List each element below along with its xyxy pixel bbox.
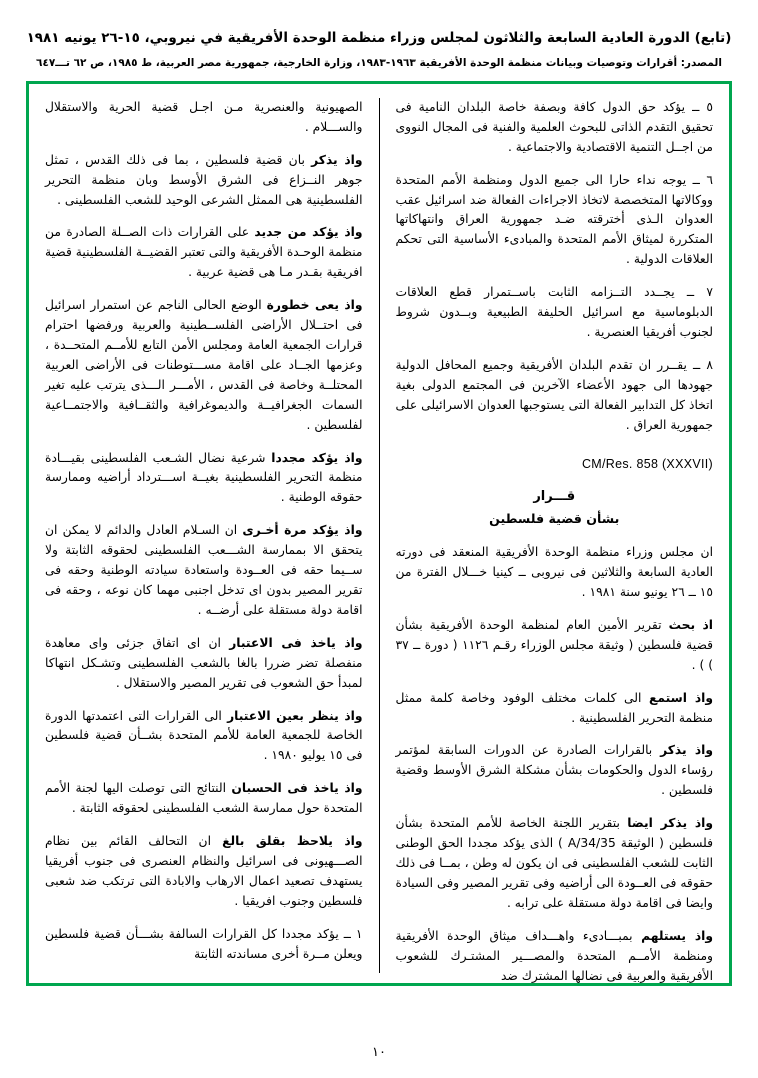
paragraph-lead: واذ يذكر [660, 743, 713, 758]
paragraph [396, 616, 714, 676]
paragraph-lead: واذ يؤكد مرة أخـرى [242, 523, 363, 538]
paragraph [45, 634, 363, 694]
page-number: ١٠ [372, 1045, 386, 1060]
paragraph: ٧ ــ يجــدد التــزامه الثابت باســتمرار قطع العلاقات الدبلوماسية مع اسرائيل الحليفة الطبيعية وبــدون شروط لجنوب أفريقيا العنصرية . [395, 285, 713, 339]
paragraph-lead: واذ ياخذ فى الاعتبار [229, 635, 363, 650]
paragraph-body: بالقرارات الصادرة عن الدورات السابقة لمؤتمر رؤساء الدول والحكومات بشأن مشكلة الشرق الأوسط وقضية فلسطين . [395, 743, 713, 798]
paragraph [45, 223, 363, 283]
paragraph-lead: واذ يذكر [311, 152, 363, 167]
content-frame [26, 81, 732, 986]
paragraph: ان مجلس وزراء منظمة الوحدة الأفريقية المنعقد فى دورته العادية السابعة والثلاثين فى نيروبى ــ كينيا خـــلال الفترة من ١٥ ــ ٢٦ يونيو سنة ١٩٨١ . [395, 545, 713, 600]
paragraph-body: ان السـلام العادل والدائم لا يمكن ان يتحقق الا بممارسة الشـــعب الفلسطينى لحقوقه الثابتة ولا ســيما حقه فى العــودة واستعادة سيادته الوطنية وحقه فى تقرير المصير بدون اى تدخل اجنبى مهما كان نوعه ، وحقه فى اقامة دولة مستقلة على أرضــه . [45, 523, 363, 617]
paragraph [396, 927, 714, 987]
column-divider [379, 98, 380, 973]
paragraph: الصهيونية والعنصرية مـن اجـل قضية الحرية والاستقلال والســـلام . [45, 99, 363, 134]
paragraph [45, 296, 363, 435]
paragraph-body: الى القرارات التى اعتمدتها الدورة الخاصة للجمعية العامة للأمم المتحدة بشــأن قضية فلسطين فى ١٥ يوليو ١٩٨٠ . [45, 708, 363, 763]
resolution-subject: بشأن قضية فلسطين [489, 510, 620, 526]
paragraph [45, 707, 363, 767]
paragraph-body: الى كلمات مختلف الوفود وخاصة كلمة ممثل منظمة التحرير الفلسطينية . [395, 690, 713, 725]
paragraph-body: ان اى اتفاق جزئى واى معاهدة منفصلة تضر ضررا بالغا بالشعب الفلسطينى وتشـكل انتهاكا لمبدأ حق الشعوب فى تقرير المصير والاستقلال . [45, 635, 363, 690]
paragraph [396, 741, 714, 801]
paragraph: ٥ ــ يؤكد حق الدول كافة وبصفة خاصة البلدان النامية فى تحقيق التقدم الذاتى للبحوث العلمية والفنية فى المجال النووى من اجــل التنمية الاقتصادية والاجتماعية . [395, 99, 713, 154]
paragraph: ١ ــ يؤكد مجددا كل القرارات السالفة بشـــأن قضية فلسطين ويعلن مــرة أخرى مساندته الثابتة [45, 926, 363, 961]
paragraph-body: بان قضية فلسطين ، بما فى ذلك القدس ، تمثل جوهر النــزاع فى الشرق الأوسط وبان منظمة التحرير الفلسطينية هى الممثل الشرعى الوحيد للشعب الفلسطينى . [45, 152, 363, 207]
header-source: المصدر: أقرارات وتوصيات وبيانات منظمة الوحدة الأفريقية ١٩٦٣-١٩٨٣، وزارة الخارجية، جمهورية مصر العربية، ط ١٩٨٥، ص ٦٢ تـــ٦٤٧ [36, 57, 722, 70]
paragraph: ٦ ــ يوجه نداء حارا الى جميع الدول ومنظمة الأمم المتحدة ووكالاتها المتخصصة لاتخاذ الاجراءات الفعالة ضد اسرائيل عقب العدوان الـذى أخترقته ضـد جمهورية العراق وانتهاكاتها المتكررة لميثاق الأمم المتحدة والمبادىء الأساسية التى تحكم العلاقات الدولية . [395, 172, 713, 267]
paragraph: ٨ ــ يقــرر ان تقدم البلدان الأفريقية وجميع المحافل الدولية جهودها الى جهود الأعضاء الآخرين فى المجتمع الدولى بغية اتخاذ كل التدابير الفعالة التى يستوجبها العدوان الاسرائيلى على جمهورية العراق . [395, 357, 713, 432]
paragraph-lead: واذ يستلهم [641, 928, 713, 943]
paragraph-lead: اذ بحث [668, 617, 713, 632]
paragraph [396, 814, 714, 914]
paragraph-lead: واذ يلاحظ بقلق بالغ [222, 834, 363, 849]
paragraph-lead: واذ يذكر ايضا [627, 816, 714, 831]
paragraph-lead: واذ ينظر بعين الاعتبار [227, 708, 363, 723]
paragraph [45, 521, 363, 621]
paragraph-lead: واذ ياخذ فى الحسبان [231, 781, 363, 796]
page-header [26, 28, 732, 71]
paragraph-lead: واذ استمع [648, 690, 714, 705]
paragraph [45, 832, 363, 912]
paragraph-body: الوضع الحالى الناجم عن استمرار اسرائيل فى احتــلال الأراضى الفلســطينية والعربية ورفضها احترام قرارات الجمعية العامة ومجلس الأمن التابع للأمــم المتحــدة ، وعزمها الجــاد على اقامة مســـتوطنات فى الأراضى العربية المحتلــة وخاصة فى القدس ، الأمـــر الـــذى يترتب عليه تغير السمات الجغرافيــة والديموغرافية والثقــافية والاجتمــاعية لفلسطين . [45, 298, 363, 432]
resolution-code: CM/Res. 858 (XXXVII) [581, 456, 713, 471]
right-column [380, 98, 714, 983]
paragraph [45, 151, 363, 211]
paragraph-body: ان التحالف القائم بين نظام الصـــهيونى فى اسرائيل والنظام العنصرى فى جنوب أفريقيا يستهدف تصعيد اعمال الارهاب والابادة التى ترتكب ضد شعبى فلسطين وجنوب افريقيا . [45, 834, 363, 908]
paragraph [396, 689, 714, 729]
paragraph-body: على القرارات ذات الصــلة الصادرة من منظمة الوحـدة الأفريقية والتى تعتبر القضيــة الفلسطينية قضية افريقية بقـدر مـا هى قضية عربية . [45, 225, 363, 280]
paragraph [45, 449, 363, 509]
paragraph-lead: واذ يعى خطورة [266, 298, 363, 313]
paragraph-body: بتقرير اللجنة الخاصة للأمم المتحدة بشأن فلسطين ( الوثيقة A/34/35 ) الذى يؤكد مجددا الحق الوطنى الثابت للشعب الفلسطينى فى ان يكون له وطن ، بمــا فى ذلك حقوقه فى العــودة الى أراضيه وفى تقرير المصير وفى السيادة وايضا فى اقامة دولة مستقلة على ترابه . [395, 816, 713, 910]
paragraph-body: النتائج التى توصلت اليها لجنة الأمم المتحدة حول ممارسة الشعب الفلسطينى لحقوقه الثابتة . [45, 781, 363, 816]
paragraph-body: تقرير الأمين العام لمنظمة الوحدة الأفريقية بشأن قضية فلسطين ( وثيقة مجلس الوزراء رقـم ١١٢٦ ( دورة ــ ٣٧ ) ) . [395, 617, 713, 672]
resolution-heading: قـــرار [533, 488, 576, 504]
paragraph-lead: واذ يؤكد مجددا [271, 450, 363, 465]
paragraph-lead: واذ يؤكد من جديد [254, 225, 363, 240]
paragraph [45, 779, 363, 819]
left-column [45, 98, 379, 973]
paragraph-body: شرعية نضال الشـعب الفلسطينى بقيـــادة منظمة التحرير الفلسطينية بغيــة اســـترداد أراضيه وممارسة حقوقه الوطنية . [45, 450, 363, 505]
two-column-layout [45, 98, 714, 983]
paragraph-body: بمبـــادىء واهـــداف ميثاق الوحدة الأفريقية ومنظمة الأمــم المتحدة والمصـــير المشتـرك للشعوب الأفريقية والعربية فى نضالها المشترك ضد [395, 928, 713, 983]
header-title: (تابع) الدورة العادية السابعة والثلاثون لمجلس وزراء منظمة الوحدة الأفريقية في نيروبي، ١٥-٢٦ يونيه ١٩٨١ [26, 30, 732, 46]
